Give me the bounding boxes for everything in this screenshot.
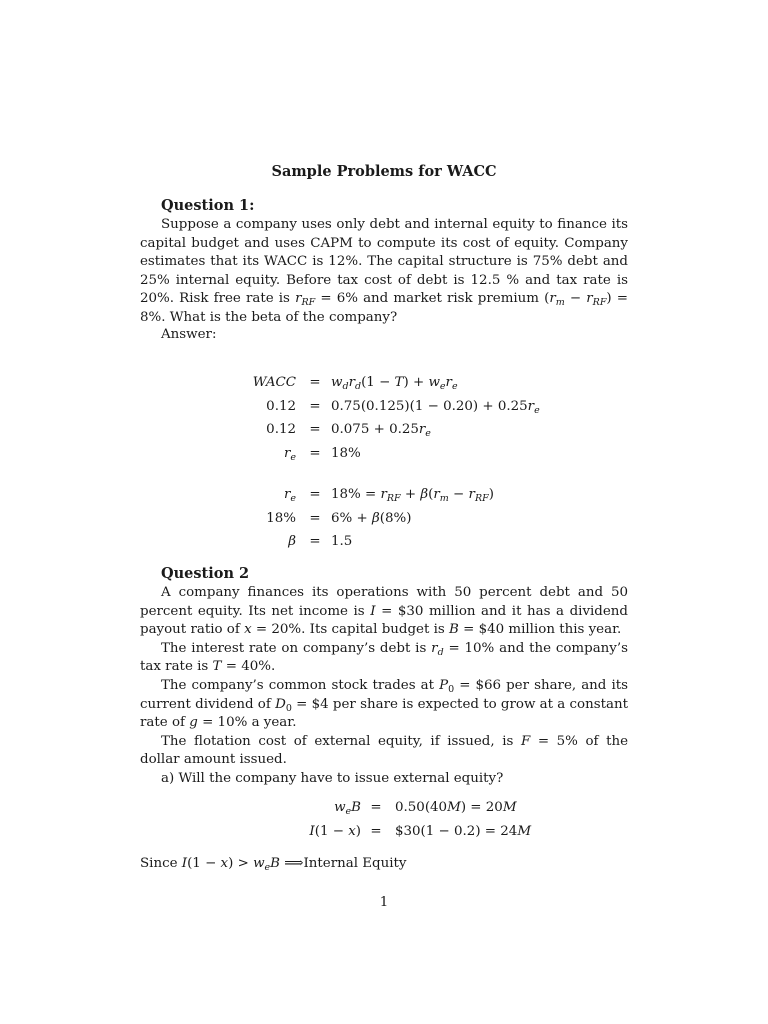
- page-number: 1: [379, 895, 389, 910]
- question-1-text: Suppose a company uses only debt and internal equity to finance its capital budget and uses CAPM to compute its cost of equity. Company estimates that its WACC is 12%. The capital structure is 75% debt and 25% internal equity. Before tax cost of debt is 12.5 % and tax rate is 20%. Risk free rate is $r_{RF} = 6\%$ and market risk premium $(r_m - r_{RF}) = 8\%$. What is the beta of the company?: [140, 217, 628, 325]
- q1-minus: −: [564, 291, 587, 307]
- equation-row: [230, 375, 550, 399]
- eq-rhs: $w_dr_d(1 - T) + w_er_e$: [331, 375, 458, 392]
- eq-op: =: [309, 398, 321, 414]
- eq-lhs: I(1 − x): [309, 823, 361, 839]
- q1-text-b: ) = 8%. What is the beta of the company?: [140, 291, 628, 325]
- equation-row: [230, 487, 550, 511]
- eq-rhs: $0.075 + 0.25r_e$: [331, 422, 431, 439]
- eq-op: =: [370, 823, 382, 839]
- document-title: Sample Problems for WACC: [271, 163, 497, 180]
- eq-lhs: $r_e$: [283, 445, 296, 463]
- q1-rrf-eq: = 6% and market risk premium (: [315, 291, 550, 307]
- eq-rhs: $30(1 − 0.2) = 24M: [395, 823, 532, 839]
- eq-op: =: [309, 510, 321, 526]
- q2-equations: [230, 800, 550, 847]
- eq-op: =: [309, 487, 321, 502]
- equation-row: [230, 399, 550, 423]
- eq-op: =: [309, 445, 321, 461]
- eq-lhs: $r_e$: [283, 487, 296, 504]
- eq-rhs: 1.5: [331, 534, 353, 549]
- q2-paragraph-2: The interest rate on company’s debt is $r_d = 10\%$ and the company’s tax rate is T = 40%.: [140, 640, 628, 675]
- q1-equations-2: [230, 487, 550, 558]
- q2-paragraph-5: a) Will the company have to issue external equity?: [161, 770, 504, 786]
- eq-op: =: [309, 422, 321, 437]
- question-2-heading: Question 2: [161, 565, 250, 582]
- equation-row: [230, 824, 550, 848]
- q2-paragraph-4: The flotation cost of external equity, if issued, is F = 5% of the dollar amount issued.: [140, 733, 629, 768]
- conclusion-line: Since $I(1 - x) > w_eB$ ⟹Internal Equity: [140, 856, 407, 873]
- equation-row: [230, 534, 550, 558]
- eq-lhs: $w_eB$: [334, 800, 361, 817]
- answer-label: Answer:: [161, 327, 217, 342]
- eq-rhs: 18%: [331, 445, 361, 461]
- equation-row: [230, 446, 550, 470]
- eq-lhs: β: [288, 534, 296, 549]
- eq-lhs: 18%: [266, 510, 296, 526]
- question-1-heading: Question 1:: [161, 197, 255, 214]
- eq-rhs: $18\% = r_{RF} + \beta(r_m - r_{RF})$: [331, 487, 494, 504]
- q1-text-a: Suppose a company uses only debt and internal equity to finance its capital budget and uses CAPM to compute its cost of equity. Company estimates that its WACC is 12%. The capital structure is 75% debt and 25% internal equity. Before tax cost of debt is 12.5 % and tax rate is 20%. Risk free rate is: [140, 217, 628, 307]
- eq-rhs: 0.50(40M) = 20M: [395, 800, 517, 815]
- eq-op: =: [309, 375, 321, 390]
- q2-paragraph-1: A company finances its operations with 50 percent debt and 50 percent equity. Its net income is I = $30 million and it has a dividend payout ratio of x = 20%. Its capital budget is B = $40 million this year.: [140, 585, 628, 638]
- q1-equations-1: [230, 375, 550, 469]
- eq-lhs: WACC: [252, 375, 296, 390]
- eq-op: =: [309, 534, 321, 549]
- eq-op: =: [370, 800, 382, 815]
- eq-lhs: 0.12: [266, 422, 296, 437]
- eq-lhs: 0.12: [266, 398, 296, 414]
- equation-row: [230, 511, 550, 535]
- eq-rhs: 6% + β(8%): [331, 510, 412, 526]
- equation-row: [230, 422, 550, 446]
- equation-row: [230, 800, 550, 824]
- question-2-text: [140, 584, 628, 789]
- q2-paragraph-3: The company’s common stock trades at $P_0$ = $66 per share, and its current dividend of $D_0$ = $4 per share is expected to grow at a constant rate of g = 10% a year.: [140, 677, 628, 731]
- eq-rhs: $0.75(0.125)(1 - 0.20) + 0.25r_e$: [331, 398, 540, 416]
